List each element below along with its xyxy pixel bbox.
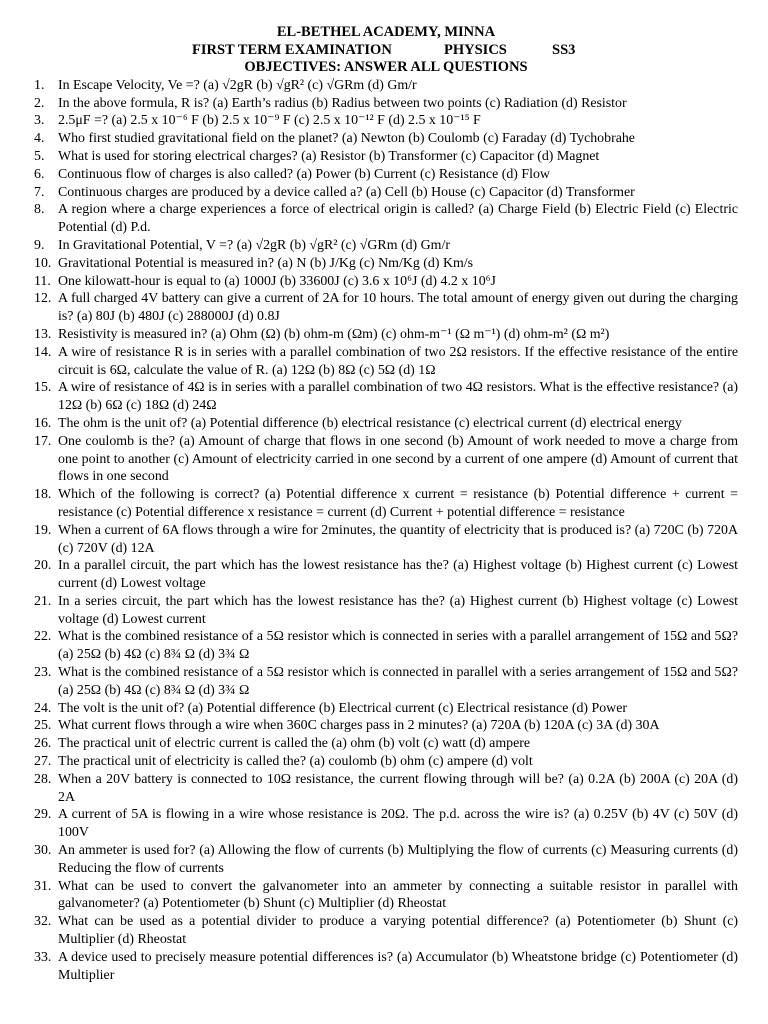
question-text: In a series circuit, the part which has the lowest resistance has the? (a) Highest current (b) Highest voltage (c) Lowest voltage (d) Lowest current [58, 593, 738, 627]
question-item [34, 130, 738, 148]
question-number: 2. [34, 95, 45, 111]
question-text: What can be used as a potential divider to produce a varying potential difference? (a) Potentiometer (b) Shunt (c) Multiplier (d) Rheostat [58, 914, 738, 948]
exam-instructions: OBJECTIVES: ANSWER ALL QUESTIONS [244, 59, 528, 76]
question-item [34, 557, 738, 593]
question-item [34, 628, 738, 664]
question-text: A wire of resistance R is in series with a parallel combination of two 2Ω resistors. If the effective resistance of the entire circuit is 6Ω, calculate the value of R. (a) 12Ω (b) 8Ω (c) 5Ω (d) 1Ω [58, 344, 738, 378]
question-text: In Gravitational Potential, V =? (a) √2gR (b) √gR² (c) √GRm (d) Gm/r [58, 237, 450, 253]
question-item [34, 201, 738, 237]
school-name: EL-BETHEL ACADEMY, MINNA [276, 24, 496, 40]
exam-class: SS3 [552, 41, 576, 58]
question-number: 5. [34, 148, 45, 164]
question-text: The practical unit of electric current is called the (a) ohm (b) volt (c) watt (d) ampere [58, 736, 531, 752]
question-item [34, 717, 738, 735]
question-item [34, 344, 738, 380]
question-item [34, 433, 738, 486]
question-item [34, 700, 738, 718]
question-item [34, 664, 738, 700]
question-text: The volt is the unit of? (a) Potential difference (b) Electrical current (c) Electrical resistance (d) Power [58, 700, 628, 716]
question-item [34, 326, 738, 344]
question-text: What is the combined resistance of a 5Ω resistor which is connected in series with a parallel arrangement of 15Ω and 5Ω? (a) 25Ω (b) 4Ω (c) 8¾ Ω (d) 3¾ Ω [58, 629, 738, 663]
question-number: 25. [34, 718, 52, 734]
question-text: Which of the following is correct? (a) Potential difference x current = resistance (b) Potential difference + current = resistance (c) Potential difference x resistance = current (d) Current + potential difference = resistance [58, 487, 738, 520]
question-number: 22. [34, 629, 52, 645]
question-text: The practical unit of electricity is called the? (a) coulomb (b) ohm (c) ampere (d) volt [58, 754, 533, 770]
question-number: 7. [34, 184, 45, 200]
question-item [34, 842, 738, 878]
question-number: 8. [34, 202, 45, 218]
question-number: 20. [34, 558, 52, 574]
question-text: One coulomb is the? (a) Amount of charge that flows in one second (b) Amount of work needed to move a charge from one point to another (c) Amount of electricity carried in one second by a current of one ampere (d) Amount of current that flows in one second [58, 433, 738, 485]
question-item [34, 255, 738, 273]
question-number: 6. [34, 166, 45, 182]
question-item [34, 290, 738, 326]
question-item [34, 806, 738, 842]
question-item [34, 415, 738, 433]
question-number: 4. [34, 131, 45, 147]
question-number: 14. [34, 344, 52, 360]
question-text: What current flows through a wire when 360C charges pass in 2 minutes? (a) 720A (b) 120A (c) 3A (d) 30A [58, 718, 660, 734]
question-item [34, 753, 738, 771]
question-number: 9. [34, 237, 45, 253]
question-number: 10. [34, 255, 52, 271]
question-item [34, 112, 738, 130]
exam-header [34, 24, 738, 77]
exam-title: FIRST TERM EXAMINATION [192, 41, 392, 58]
question-item [34, 735, 738, 753]
question-number: 12. [34, 291, 52, 307]
question-number: 19. [34, 522, 52, 538]
question-number: 16. [34, 415, 52, 431]
question-number: 1. [34, 77, 45, 93]
question-text: In a parallel circuit, the part which has the lowest resistance has the? (a) Highest voltage (b) Highest current (c) Lowest current (d) Lowest voltage [58, 558, 738, 592]
question-item [34, 486, 738, 522]
question-item [34, 184, 738, 202]
question-number: 26. [34, 736, 52, 752]
question-text: In Escape Velocity, Ve =? (a) √2gR (b) √gR² (c) √GRm (d) Gm/r [58, 77, 417, 93]
exam-subject: PHYSICS [444, 41, 507, 58]
question-text: An ammeter is used for? (a) Allowing the flow of currents (b) Multiplying the flow of currents (c) Measuring currents (d) Reducing the flow of currents [58, 843, 738, 876]
question-number: 15. [34, 380, 52, 396]
question-text: Gravitational Potential is measured in? (a) N (b) J/Kg (c) Nm/Kg (d) Km/s [58, 255, 474, 271]
question-item [34, 771, 738, 807]
question-text: A region where a charge experiences a force of electrical origin is called? (a) Charge Field (b) Electric Field (c) Electric Potential (d) P.d. [58, 202, 738, 236]
question-text: A device used to precisely measure potential differences is? (a) Accumulator (b) Wheatstone bridge (c) Potentiometer (d) Multiplier [58, 949, 738, 983]
question-item [34, 379, 738, 415]
question-number: 24. [34, 700, 52, 716]
question-number: 21. [34, 593, 52, 609]
question-text: A full charged 4V battery can give a current of 2A for 10 hours. The total amount of energy given out during the charging is? (a) 80J (b) 480J (c) 288000J (d) 0.8J [58, 291, 738, 325]
question-item [34, 949, 738, 985]
question-number: 30. [34, 843, 52, 859]
question-text: One kilowatt-hour is equal to (a) 1000J (b) 33600J (c) 3.6 x 10⁶J (d) 4.2 x 10⁶J [58, 273, 496, 289]
question-text: Who first studied gravitational field on the planet? (a) Newton (b) Coulomb (c) Faraday (d) Tychobrahe [58, 131, 635, 147]
question-number: 23. [34, 665, 52, 681]
question-item [34, 593, 738, 629]
question-text: A wire of resistance of 4Ω is in series with a parallel combination of two 4Ω resistors. What is the effective resistance? (a) 12Ω (b) 6Ω (c) 18Ω (d) 24Ω [58, 380, 738, 414]
question-text: Continuous flow of charges is also called? (a) Power (b) Current (c) Resistance (d) Flow [58, 166, 550, 182]
question-text: Resistivity is measured in? (a) Ohm (Ω) (b) ohm-m (Ωm) (c) ohm-m⁻¹ (Ω m⁻¹) (d) ohm-m² (Ω m²) [58, 326, 610, 342]
question-item [34, 237, 738, 255]
question-text: When a 20V battery is connected to 10Ω resistance, the current flowing through will be? (a) 0.2A (b) 200A (c) 20A (d) 2A [58, 771, 738, 805]
question-text: 2.5μF =? (a) 2.5 x 10⁻⁶ F (b) 2.5 x 10⁻⁹ F (c) 2.5 x 10⁻¹² F (d) 2.5 x 10⁻¹⁵ F [58, 113, 481, 129]
question-number: 18. [34, 487, 52, 503]
question-item [34, 878, 738, 914]
question-number: 11. [34, 273, 51, 289]
question-item [34, 77, 738, 95]
question-text: What can be used to convert the galvanometer into an ammeter by connecting a suitable resistor in parallel with galvanometer? (a) Potentiometer (b) Shunt (c) Multiplier (d) Rheostat [58, 878, 738, 912]
question-text: A current of 5A is flowing in a wire whose resistance is 20Ω. The p.d. across the wire is? (a) 0.25V (b) 4V (c) 50V (d) 100V [58, 807, 738, 841]
question-number: 3. [34, 113, 45, 129]
question-list [34, 77, 738, 985]
question-item [34, 166, 738, 184]
question-number: 29. [34, 807, 52, 823]
question-text: What is the combined resistance of a 5Ω resistor which is connected in parallel with a series arrangement of 15Ω and 5Ω? (a) 25Ω (b) 4Ω (c) 8¾ Ω (d) 3¾ Ω [58, 665, 738, 698]
question-number: 27. [34, 754, 52, 770]
question-text: In the above formula, R is? (a) Earth’s radius (b) Radius between two points (c) Radiation (d) Resistor [58, 95, 627, 111]
question-item [34, 522, 738, 558]
question-number: 13. [34, 326, 52, 342]
question-number: 17. [34, 433, 52, 449]
question-number: 33. [34, 949, 52, 965]
question-text: When a current of 6A flows through a wire for 2minutes, the quantity of electricity that is produced is? (a) 720C (b) 720A (c) 720V (d) 12A [58, 522, 738, 556]
question-item [34, 148, 738, 166]
question-item [34, 95, 738, 113]
question-number: 31. [34, 878, 52, 894]
question-item [34, 913, 738, 949]
question-number: 32. [34, 914, 52, 930]
question-text: What is used for storing electrical charges? (a) Resistor (b) Transformer (c) Capacitor (d) Magnet [58, 148, 600, 164]
question-text: Continuous charges are produced by a device called a? (a) Cell (b) House (c) Capacitor (d) Transformer [58, 184, 635, 200]
question-text: The ohm is the unit of? (a) Potential difference (b) electrical resistance (c) electrical current (d) electrical energy [58, 415, 682, 431]
exam-info-row [34, 42, 738, 60]
question-item [34, 273, 738, 291]
question-number: 28. [34, 771, 52, 787]
